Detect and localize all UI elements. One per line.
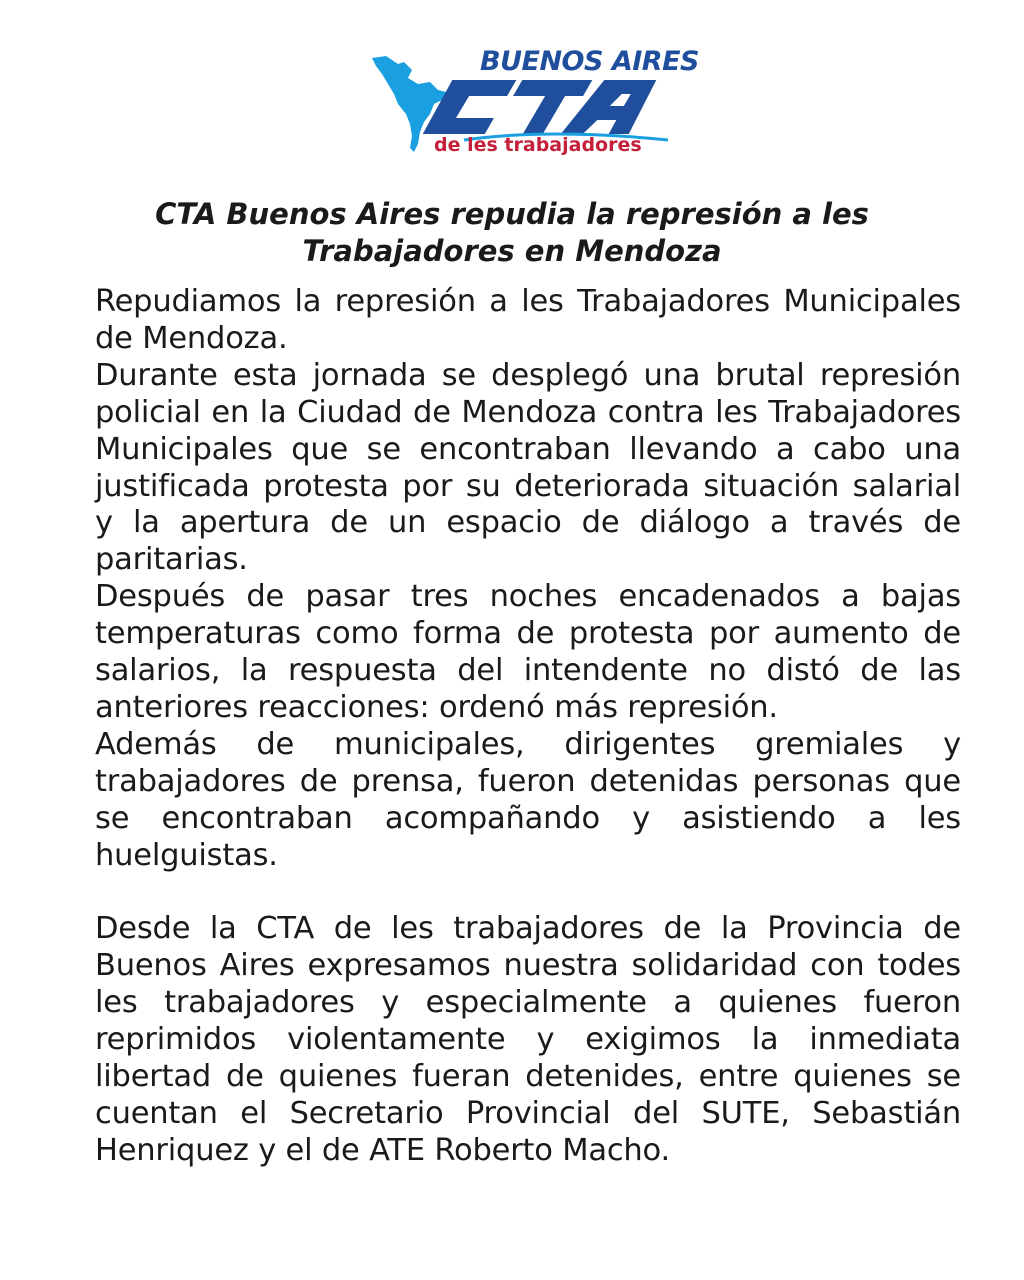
logo-buenos-aires-text: BUENOS AIRES [480,46,699,77]
paragraph-3: Después de pasar tres noches encadenados a bajas temperaturas como forma de protesta por aumento de salarios, la respuesta del intendente no distó de las anteriores reacciones: ordenó más represión. [95,579,961,725]
paragraph-4: Además de municipales, dirigentes gremiales y trabajadores de prensa, fueron detenidas personas que se encontraban acompañando y asistiendo a les huelguistas. [95,726,961,873]
page-title: CTA Buenos Aires repudia la represión a les Trabajadores en Mendoza [155,197,869,268]
paragraph-1: Repudiamos la represión a les Trabajadores Municipales de Mendoza. [95,284,961,356]
cta-logo [368,44,699,164]
logo-subtitle-text: de les trabajadores [434,134,642,156]
paragraph-2: Durante esta jornada se desplegó una brutal represión policial en la Ciudad de Mendoza contra les Trabajadores Municipales que se encontraban llevando a cabo una justificada protesta por su deteriorada situación salarial y la apertura de un espacio de diálogo a través de paritarias. [95,357,961,578]
article-body [95,284,961,1170]
paragraph-5: Desde la CTA de les trabajadores de la Provincia de Buenos Aires expresamos nuestra solidaridad con todes les trabajadores y especialmente a quienes fueron reprimidos violentamente y exigimos la inmediata libertad de quienes fueran detenides, entre quienes se cuentan el Secretario Provincial del SUTE, Sebastián Henriquez y el de ATE Roberto Macho. [95,911,961,1168]
cta-letters [423,80,657,134]
